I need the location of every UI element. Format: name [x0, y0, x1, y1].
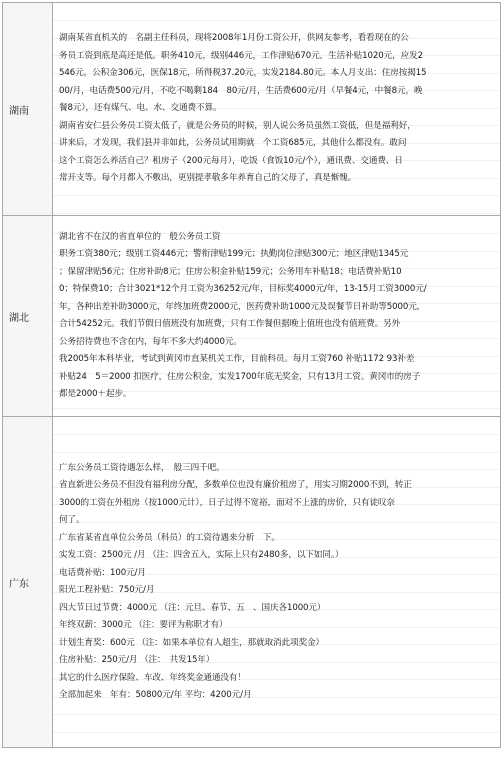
text-line: 实发工资：2500元 /月 （注：四舍五入，实际上只有2480多，以下如同。）: [59, 550, 344, 560]
text-line: 都是2000＋起步。: [59, 389, 132, 399]
text-line: 湖南省安仁县公务员工资太低了，就是公务员的时候，别人说公务员虽然工资低，但是福利好，: [59, 120, 416, 131]
text-line: 0；特保费10；合计3021*12个月工资为36252元/年，目标奖4000元/年，13-15月工资3000元/: [59, 284, 427, 294]
region-content: [53, 417, 501, 748]
text-line: 阳光工程补贴：750元/月: [59, 585, 155, 595]
text-line: 补贴24 5＝2000 扣医疗，住房公积金，实发1700年底无奖金，只有13月工资。黄冈市的房子: [59, 371, 421, 382]
text-line: ；保留津贴56元；住房补助8元；住房公积金补贴159元；公务用车补贴18；电话费补贴10: [59, 266, 402, 277]
text-line: 湖北省不在汉的省直单位的 般公务员工资: [59, 231, 221, 242]
region-name: 广东: [3, 417, 53, 748]
region-row-guangdong: [3, 417, 501, 748]
text-line: 住房补贴：250元/月 （注： 共发15年）: [59, 655, 215, 665]
region-row-hunan: [3, 3, 501, 216]
region-content: [53, 216, 501, 417]
text-line: 我2005年本科毕业，考试到黄冈市直某机关工作，目前科员。每月工资760 补贴1172 93补差: [59, 354, 415, 364]
text-line: 546元，公积金306元，医保18元，所得税37.20元，实发2184.80元。本人月支出：住房按揭15: [59, 68, 427, 79]
text-line: 公务招待费也不含在内，每年不多大约4000元。: [59, 336, 242, 347]
text-line: 合计54252元。我们节假日值班没有加班费，只有工作餐但据晚上值班也没有值班费。另外: [59, 319, 401, 329]
text-line: 务员工资到底是高还是低。职务410元，级别446元，工作津贴670元，生活补贴1020元，应发2: [59, 50, 423, 61]
text-line: 年，各种出差补助3000元，年终加班费2000元，医药费补助1000元及误餐节日补助等5000元，: [59, 301, 426, 312]
text-line: 广东省某省直单位公务员（科员）的工资待遇来分析 下。: [59, 532, 280, 543]
region-name: 湖南: [3, 3, 53, 216]
text-line: 湖南某省直机关的 名副主任科员，现将2008年1月份工资公开，供网友参考，看看现在的公: [59, 33, 409, 44]
text-line: 全部加起来 年有：50800元/年 平均：4200元/月: [59, 690, 252, 700]
region-row-hubei: [3, 216, 501, 417]
text-line: 计划生育奖：600元 （注：如果本单位有人超生，那就取消此项奖金）: [59, 637, 325, 648]
text-line: 四大节日过节费：4000元 （注：元旦、春节、五 、国庆各1000元）: [59, 602, 326, 613]
text-line: 其它的什么医疗保险、车改、年终奖金通通没有！: [59, 672, 246, 683]
region-content: [53, 3, 501, 216]
text-line: 年终双薪：3000元 （注：要评为称职才有）: [59, 620, 228, 630]
region-name: 湖北: [3, 216, 53, 417]
text-line: 常开支等。每个月都入不敷出，更别提孝敬多年养育自己的父母了，真是惭愧。: [59, 173, 357, 184]
text-line: 3000的工资在外租房（按1000元计），日子过得不宽裕，面对不上涨的房价，只有徒叹奈: [59, 497, 395, 508]
text-line: 省直新进公务员不但没有福利房分配，多数单位也没有廉价租房了，用实习期2000不到，转正: [59, 480, 412, 490]
text-line: 广东公务员工资待遇怎么样， 般三四千吧。: [59, 462, 225, 473]
text-line: 餐8元），还有煤气、电、水、交通费不算。: [59, 103, 222, 114]
text-line: 这个工资怎么养活自己？租房子（200元每月），吃饭（食饭10元/个），通讯费、交通费、日: [59, 155, 403, 166]
text-line: 电话费补贴：100元/月: [59, 567, 146, 578]
salary-comparison-table: [2, 2, 501, 748]
text-line: 00/月，电话费500元/月，不吃不喝剩184 80元/月，生活费600元/月（早餐4元，中餐8元，晚: [59, 85, 423, 96]
text-line: 职务工资380元；级别工资446元；警衔津贴199元；执勤岗位津贴300元；地区津贴1345元: [59, 249, 409, 259]
text-line: 讲来后，才发现，我们县并非如此，公务员试用期就 个工资685元，其他什么都没有。敢问: [59, 138, 407, 149]
text-line: 何了。: [59, 515, 85, 525]
